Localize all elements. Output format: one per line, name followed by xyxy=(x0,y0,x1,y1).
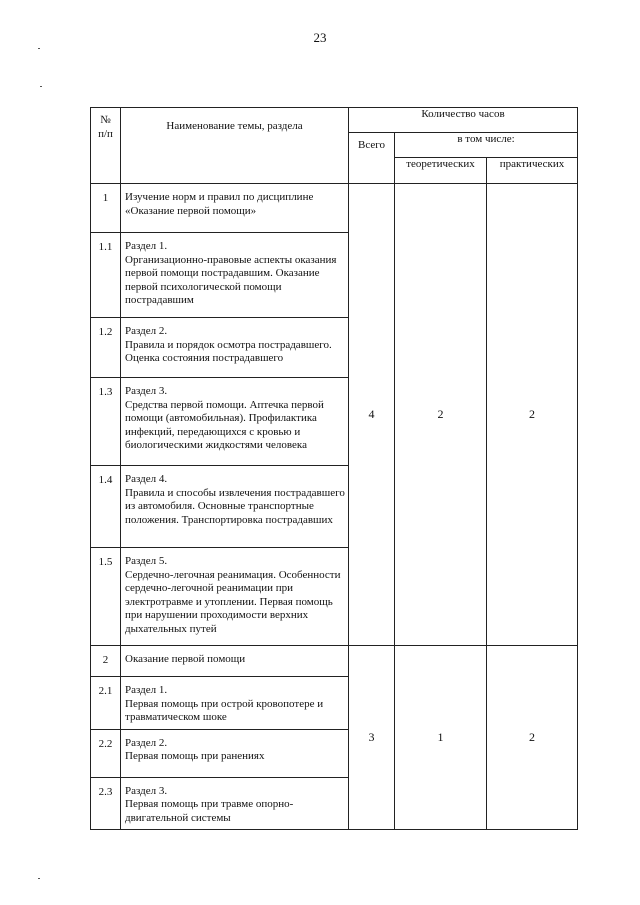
scan-speck xyxy=(38,48,40,49)
row-title: Изучение норм и правил по дисциплине «Оказание первой помощи» xyxy=(121,184,349,233)
row-title: Раздел 4. Правила и способы извлечения пострадавшего из автомобиля. Основные транспортные положения. Транспортировка пострадавших xyxy=(121,466,349,548)
header-number xyxy=(91,108,121,184)
header-name-label: Наименование темы, раздела xyxy=(166,120,303,132)
hours-theory: 2 xyxy=(395,184,487,646)
hours-theory: 1 xyxy=(395,646,487,830)
header-including-label: в том числе: xyxy=(457,133,515,145)
row-number: 2.1 xyxy=(91,677,121,730)
row-number: 2 xyxy=(91,646,121,677)
header-total xyxy=(349,133,395,184)
row-number: 1.1 xyxy=(91,233,121,318)
row-number: 1.5 xyxy=(91,548,121,646)
header-including xyxy=(395,133,578,158)
header-practice-label: практических xyxy=(499,158,565,170)
header-hours-label: Количество часов xyxy=(421,108,505,120)
row-number: 2.2 xyxy=(91,729,121,777)
schedule-table xyxy=(90,107,578,830)
hours-practice: 2 xyxy=(487,184,578,646)
page-number: 23 xyxy=(313,30,327,45)
row-number: 1.2 xyxy=(91,318,121,378)
row-title: Раздел 1. Организационно-правовые аспекты оказания первой помощи пострадавшим. Оказание первой психологической помощи пострадавшим xyxy=(121,233,349,318)
row-number: 2.3 xyxy=(91,777,121,830)
row-title: Оказание первой помощи xyxy=(121,646,349,677)
header-theory-label: теоретических xyxy=(406,158,475,170)
header-name xyxy=(121,108,349,184)
row-number: 1.3 xyxy=(91,378,121,466)
row-title: Раздел 3. Первая помощь при травме опорно-двигательной системы xyxy=(121,777,349,830)
hours-practice: 2 xyxy=(487,646,578,830)
header-total-label: Всего xyxy=(358,139,385,151)
row-number: 1 xyxy=(91,184,121,233)
header-number-label: № п/п xyxy=(98,114,113,140)
scan-speck xyxy=(38,878,40,879)
table-row xyxy=(91,646,578,677)
hours-total: 3 xyxy=(349,646,395,830)
header-hours xyxy=(349,108,578,133)
scan-speck xyxy=(40,86,42,87)
table-row xyxy=(91,184,578,233)
header-theory xyxy=(395,158,487,184)
row-title: Раздел 2. Первая помощь при ранениях xyxy=(121,729,349,777)
row-number: 1.4 xyxy=(91,466,121,548)
row-title: Раздел 1. Первая помощь при острой кровопотере и травматическом шоке xyxy=(121,677,349,730)
row-title: Раздел 2. Правила и порядок осмотра пострадавшего. Оценка состояния пострадавшего xyxy=(121,318,349,378)
row-title: Раздел 5. Сердечно-легочная реанимация. Особенности сердечно-легочной реанимации при электротравме и утоплении. Первая помощь при нарушении проходимости верхних дыхательных путей xyxy=(121,548,349,646)
header-practice xyxy=(487,158,578,184)
row-title: Раздел 3. Средства первой помощи. Аптечка первой помощи (автомобильная). Профилактика инфекций, передающихся с кровью и биологическими жидкостями человека xyxy=(121,378,349,466)
hours-total: 4 xyxy=(349,184,395,646)
